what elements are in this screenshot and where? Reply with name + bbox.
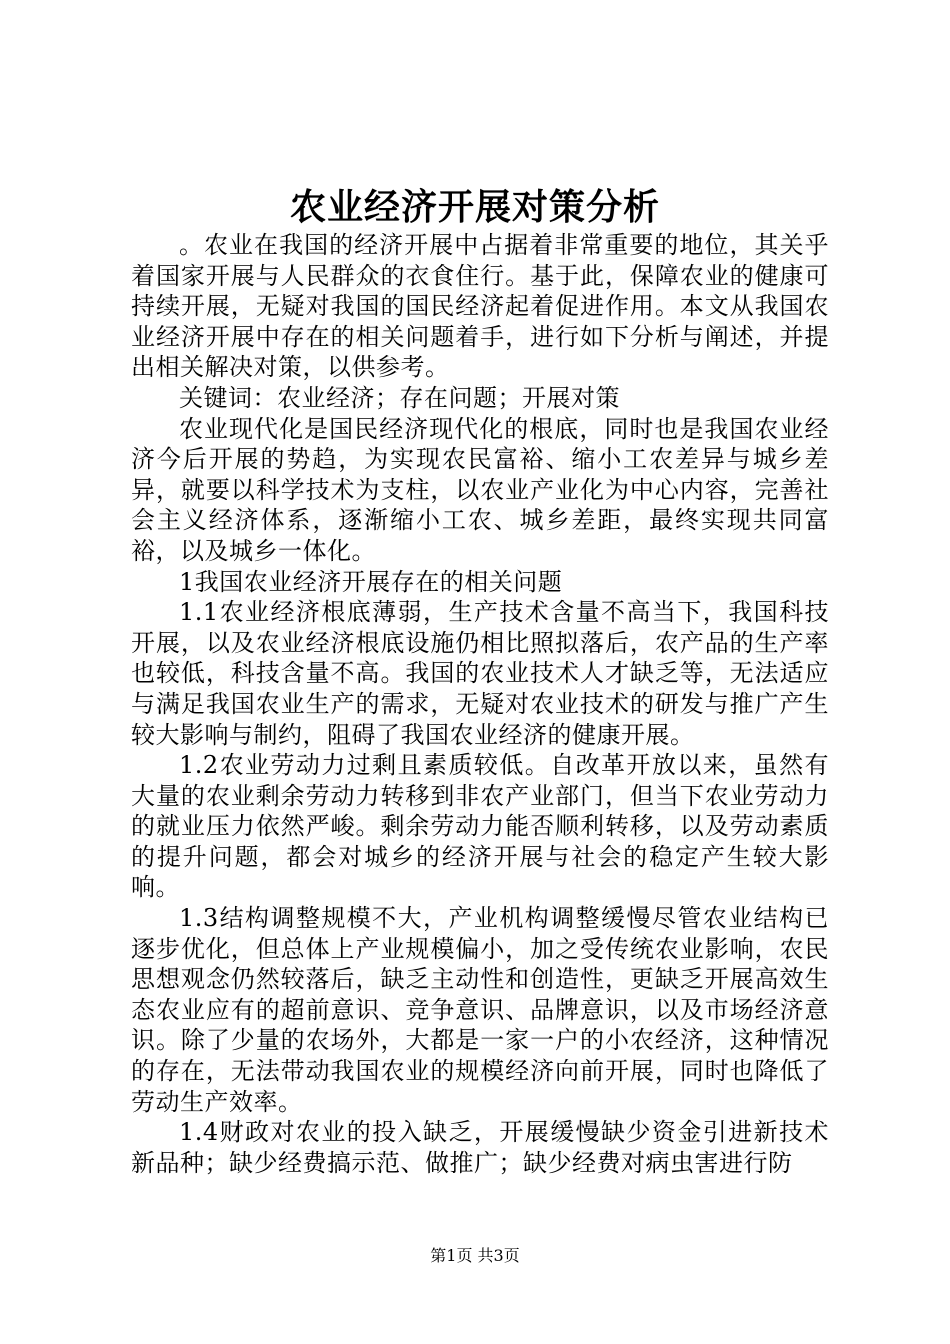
subsection-1-1: 1.1农业经济根底薄弱，生产技术含量不高当下，我国科技开展，以及农业经济根底设施仍相比照拟落后，农产品的生产率也较低，科技含量不高。我国的农业技术人才缺乏等，无法适应与满足我国农业生产的需求，无疑对农业技术的研发与推广产生较大影响与制约，阻碍了我国农业经济的健康开展。 [131, 598, 829, 749]
abstract-paragraph: 。农业在我国的经济开展中占据着非常重要的地位，其关乎着国家开展与人民群众的衣食住行。基于此，保障农业的健康可持续开展，无疑对我国的国民经济起着促进作用。本文从我国农业经济开展中存在的相关问题着手，进行如下分析与阐述，并提出相关解决对策，以供参考。 [131, 231, 829, 382]
subsection-1-4: 1.4财政对农业的投入缺乏，开展缓慢缺少资金引进新技术新品种；缺少经费搞示范、做推广；缺少经费对病虫害进行防 [131, 1118, 829, 1177]
section-heading: 1我国农业经济开展存在的相关问题 [179, 567, 563, 596]
intro-paragraph: 农业现代化是国民经济现代化的根底，同时也是我国农业经济今后开展的势趋，为实现农民富裕、缩小工农差异与城乡差异，就要以科学技术为支柱，以农业产业化为中心内容，完善社会主义经济体系，逐渐缩小工农、城乡差距，最终实现共同富裕，以及城乡一体化。 [131, 414, 829, 565]
subsection-1-3: 1.3结构调整规模不大，产业机构调整缓慢尽管农业结构已逐步优化，但总体上产业规模偏小，加之受传统农业影响，农民思想观念仍然较落后，缺乏主动性和创造性，更缺乏开展高效生态农业应有的超前意识、竞争意识、品牌意识，以及市场经济意识。除了少量的农场外，大都是一家一户的小农经济，这种情况的存在，无法带动我国农业的规模经济向前开展，同时也降低了劳动生产效率。 [131, 904, 829, 1116]
document-body [131, 230, 829, 1178]
page-footer: 第1页 共3页 [430, 1246, 520, 1265]
keywords-paragraph: 关键词：农业经济；存在问题；开展对策 [179, 383, 620, 412]
document-title: 农业经济开展对策分析 [289, 186, 660, 228]
subsection-1-2: 1.2农业劳动力过剩且素质较低。自改革开放以来，虽然有大量的农业剩余劳动力转移到非农产业部门，但当下农业劳动力的就业压力依然严峻。剩余劳动力能否顺利转移，以及劳动素质的提升问题，都会对城乡的经济开展与社会的稳定产生较大影响。 [131, 751, 829, 902]
